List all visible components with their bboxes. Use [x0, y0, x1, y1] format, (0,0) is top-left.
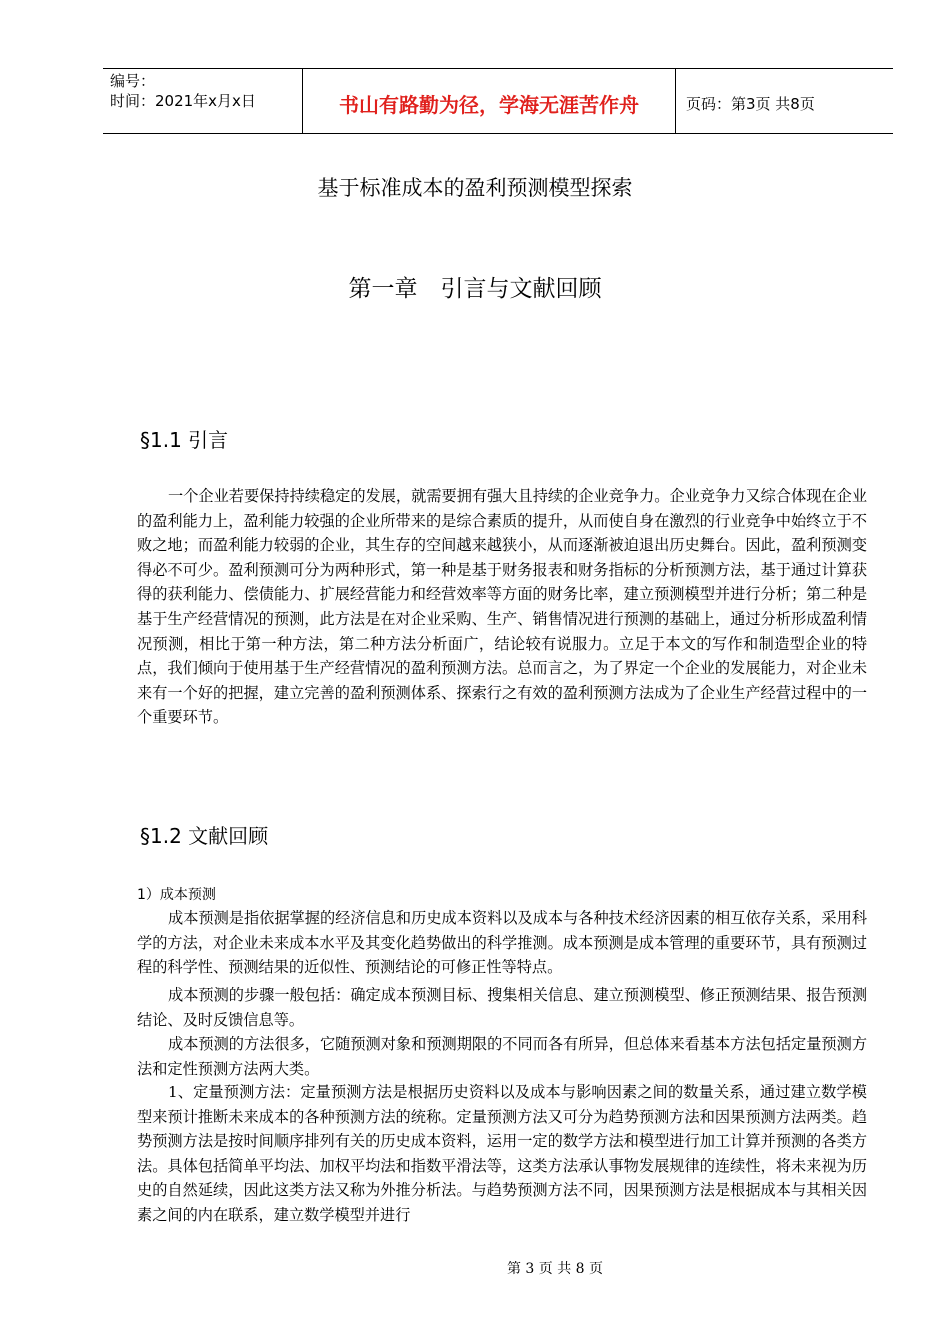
header-meta-cell [103, 69, 303, 133]
time-label: 时间：2021年x月x日 [110, 92, 256, 110]
section-heading-intro: §1.1 引言 [140, 428, 229, 452]
number-label: 编号： [110, 72, 156, 90]
paragraph-review-1: 成本预测是指依据掌握的经济信息和历史成本资料以及成本与各种技术经济因素的相互依存关系，采用科学的方法，对企业未来成本水平及其变化趋势做出的科学推测。成本预测是成本管理的重要环节，具有预测过程的科学性、预测结果的近似性、预测结论的可修正性等特点。 [137, 909, 867, 977]
paragraph-review-2: 成本预测的步骤一般包括：确定成本预测目标、搜集相关信息、建立预测模型、修正预测结果、报告预测结论、及时反馈信息等。 [137, 986, 867, 1029]
chapter-title: 第一章 引言与文献回顾 [348, 276, 602, 302]
header-page-label: 页码：第3页 共8页 [686, 94, 815, 113]
paragraph-review-4: 1、定量预测方法：定量预测方法是根据历史资料以及成本与影响因素之间的数量关系，通过建立数学模型来预计推断未来成本的各种预测方法的统称。定量预测方法又可分为趋势预测方法和因果预测方法两类。趋势预测方法是按时间顺序排列有关的历史成本资料，运用一定的数学方法和模型进行加工计算并预测的各类方法。具体包括简单平均法、加权平均法和指数平滑法等，这类方法承认事物发展规律的连续性，将未来视为历史的自然延续，因此这类方法又称为外推分析法。与趋势预测方法不同，因果预测方法是根据成本与其相关因素之间的内在联系，建立数学模型并进行 [137, 1083, 867, 1224]
document-header [103, 68, 893, 134]
section-heading-review: §1.2 文献回顾 [140, 824, 269, 848]
paragraph-intro: 一个企业若要保持持续稳定的发展，就需要拥有强大且持续的企业竞争力。企业竞争力又综合体现在企业的盈利能力上，盈利能力较强的企业所带来的是综合素质的提升，从而使自身在激烈的行业竞争中始终立于不败之地；而盈利能力较弱的企业，其生存的空间越来越狭小，从而逐渐被迫退出历史舞台。因此，盈利预测变得必不可少。盈利预测可分为两种形式，第一种是基于财务报表和财务指标的分析预测方法，基于通过计算获得的获利能力、偿债能力、扩展经营能力和经营效率等方面的财务比率，建立预测模型并进行分析；第二种是基于生产经营情况的预测，此方法是在对企业采购、生产、销售情况进行预测的基础上，通过分析形成盈利情况预测，相比于第一种方法，第二种方法分析面广，结论较有说服力。立足于本文的写作和制造型企业的特点，我们倾向于使用基于生产经营情况的盈利预测方法。总而言之，为了界定一个企业的发展能力，对企业未来有一个好的把握，建立完善的盈利预测体系、探索行之有效的盈利预测方法成为了企业生产经营过程中的一个重要环节。 [137, 487, 867, 727]
paragraph-review-3: 成本预测的方法很多，它随预测对象和预测期限的不同而各有所异，但总体来看基本方法包括定量预测方法和定性预测方法两大类。 [137, 1035, 867, 1078]
document-title: 基于标准成本的盈利预测模型探索 [317, 176, 633, 200]
page-footer: 第 3 页 共 8 页 [506, 1261, 604, 1277]
header-motto: 书山有路勤为径，学海无涯苦作舟 [303, 69, 676, 133]
subheading-cost-forecast: 1）成本预测 [137, 887, 216, 903]
